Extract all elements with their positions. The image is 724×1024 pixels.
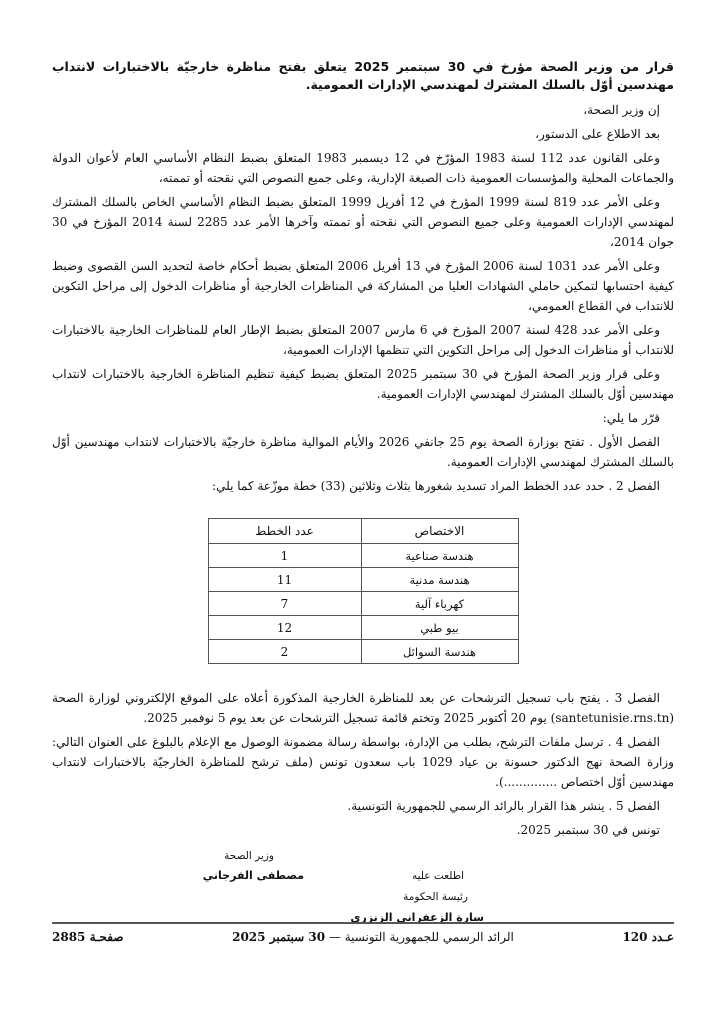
minister-title: وزير الصحة (224, 850, 274, 862)
journal-date: 30 سبتمبر 2025 (232, 930, 326, 944)
visa-decree-1999: وعلى الأمر عدد 819 لسنة 1999 المؤرخ في 12 أفريل 1999 المتعلق بضبط النظام الأساسي الخاص بالسلك المشترك لمهندسي الإدارات العمومية وعلى جميع النصوص التي نقحته أو تممته وآخرها الأمر عدد 2285 لسنة 2014 المؤرخ في 30 جوان 2014، (52, 195, 674, 249)
pm-title: رئيسة الحكومة (403, 891, 468, 903)
decree-page (52, 58, 674, 954)
issue-number: عـدد 120 (622, 930, 674, 944)
cell-count: 7 (208, 592, 361, 616)
article-1: الفصل الأول . تفتح بوزارة الصحة يوم 25 جانفي 2026 والأيام الموالية مناظرة خارجيّة بالاختبارات لانتداب مهندسين أوّل بالسلك المشترك لمهندسي الإدارات العمومية. (52, 435, 674, 469)
preamble-opening: إن وزير الصحة، (583, 103, 660, 117)
table-row (208, 592, 518, 616)
positions-table (208, 518, 519, 664)
article-4: الفصل 4 . ترسل ملفات الترشح، بطلب من الإدارة، بواسطة رسالة مضمونة الوصول مع الإعلام بالبلوغ على العنوان التالي: وزارة الصحة نهج الدكتور حسونة بن عياد 1029 باب سعدون تونس (ملف ترشح للمناظرة الخارجيّة بالاختبارات لانتداب مهندسين أوّل اختصاص ..............). (52, 735, 674, 789)
journal-info (232, 930, 514, 944)
page-number: صفحـة 2885 (52, 930, 124, 944)
page-footer (52, 922, 674, 944)
visa-decree-2007: وعلى الأمر عدد 428 لسنة 2007 المؤرخ في 6 مارس 2007 المتعلق بضبط الإطار العام للمناظرات الخارجية بالاختبارات للانتداب أو مناظرات الدخول إلى مراحل التكوين التي تنظمها الإدارات العمومية، (52, 323, 674, 357)
decree-title: قرار من وزير الصحة مؤرخ في 30 سبتمبر 2025 يتعلق بفتح مناظرة خارجيّة بالاختبارات لانتداب مهندسين أوّل بالسلك المشترك لمهندسي الإدارات العمومية. (52, 59, 674, 92)
cell-specialty: هندسة مدنية (361, 568, 518, 592)
table-row (208, 544, 518, 568)
separator: — (328, 930, 341, 944)
cell-specialty: هندسة صناعية (361, 544, 518, 568)
pm-name: سارة الزعفراني الزنزري (350, 911, 484, 924)
positions-table-wrap (52, 518, 674, 664)
cell-count: 12 (208, 616, 361, 640)
visa-law-1983: وعلى القانون عدد 112 لسنة 1983 المؤرّخ في 12 ديسمبر 1983 المتعلق بضبط النظام الأساسي العام لأعوان الدولة والجماعات المحلية والمؤسسات العمومية ذات الصبغة الإدارية، وعلى جميع النصوص التي نقحته أو تممته، (52, 151, 674, 185)
header-count: عدد الخطط (208, 519, 361, 544)
cell-specialty: هندسة السوائل (361, 640, 518, 664)
table-row (208, 616, 518, 640)
decides-label: قرّر ما يلي: (602, 411, 660, 425)
table-header-row (208, 519, 518, 544)
article-3: الفصل 3 . يفتح باب تسجيل الترشحات عن بعد للمناظرة الخارجية المذكورة أعلاه على الموقع الإلكتروني لوزارة الصحة (santetunisie.rns.tn) يوم 20 أكتوبر 2025 وتختم قائمة تسجيل الترشحات عن بعد يوم 5 نوفمبر 2025. (52, 691, 674, 725)
table-row (208, 568, 518, 592)
cell-count: 11 (208, 568, 361, 592)
article-5: الفصل 5 . ينشر هذا القرار بالرائد الرسمي للجمهورية التونسية. (347, 799, 660, 813)
visa-decree-2006: وعلى الأمر عدد 1031 لسنة 2006 المؤرخ في 13 أفريل 2006 المتعلق بضبط أحكام خاصة لتحديد السن القصوى وضبط كيفية احتسابها لتمكين حاملي الشهادات العليا من المشاركة في المناظرات الخارجية أو مناظرات الدخول إلى مراحل التكوين للانتداب في القطاع العمومي، (52, 259, 674, 313)
cell-count: 2 (208, 640, 361, 664)
header-specialty: الاختصاص (361, 519, 518, 544)
article-2: الفصل 2 . حدد عدد الخطط المراد تسديد شغورها بثلاث وثلاثين (33) خطة موزّعة كما يلي: (212, 479, 660, 493)
place-date: تونس في 30 سبتمبر 2025. (516, 823, 660, 837)
minister-name: مصطفى الفرجاني (202, 869, 304, 882)
visa-constitution: بعد الاطلاع على الدستور، (535, 127, 660, 141)
visa-order-2025: وعلى قرار وزير الصحة المؤرخ في 30 سبتمبر 2025 المتعلق بضبط كيفية تنظيم المناظرة الخارجية بالاختبارات لانتداب مهندسين أوّل بالسلك المشترك لمهندسي الإدارات العمومية. (52, 367, 674, 401)
table-row (208, 640, 518, 664)
cell-specialty: بيو طبي (361, 616, 518, 640)
seen-label: اطلعت عليه (411, 870, 464, 882)
journal-name: الرائد الرسمي للجمهورية التونسية (344, 930, 514, 944)
cell-count: 1 (208, 544, 361, 568)
cell-specialty: كهرباء آلية (361, 592, 518, 616)
